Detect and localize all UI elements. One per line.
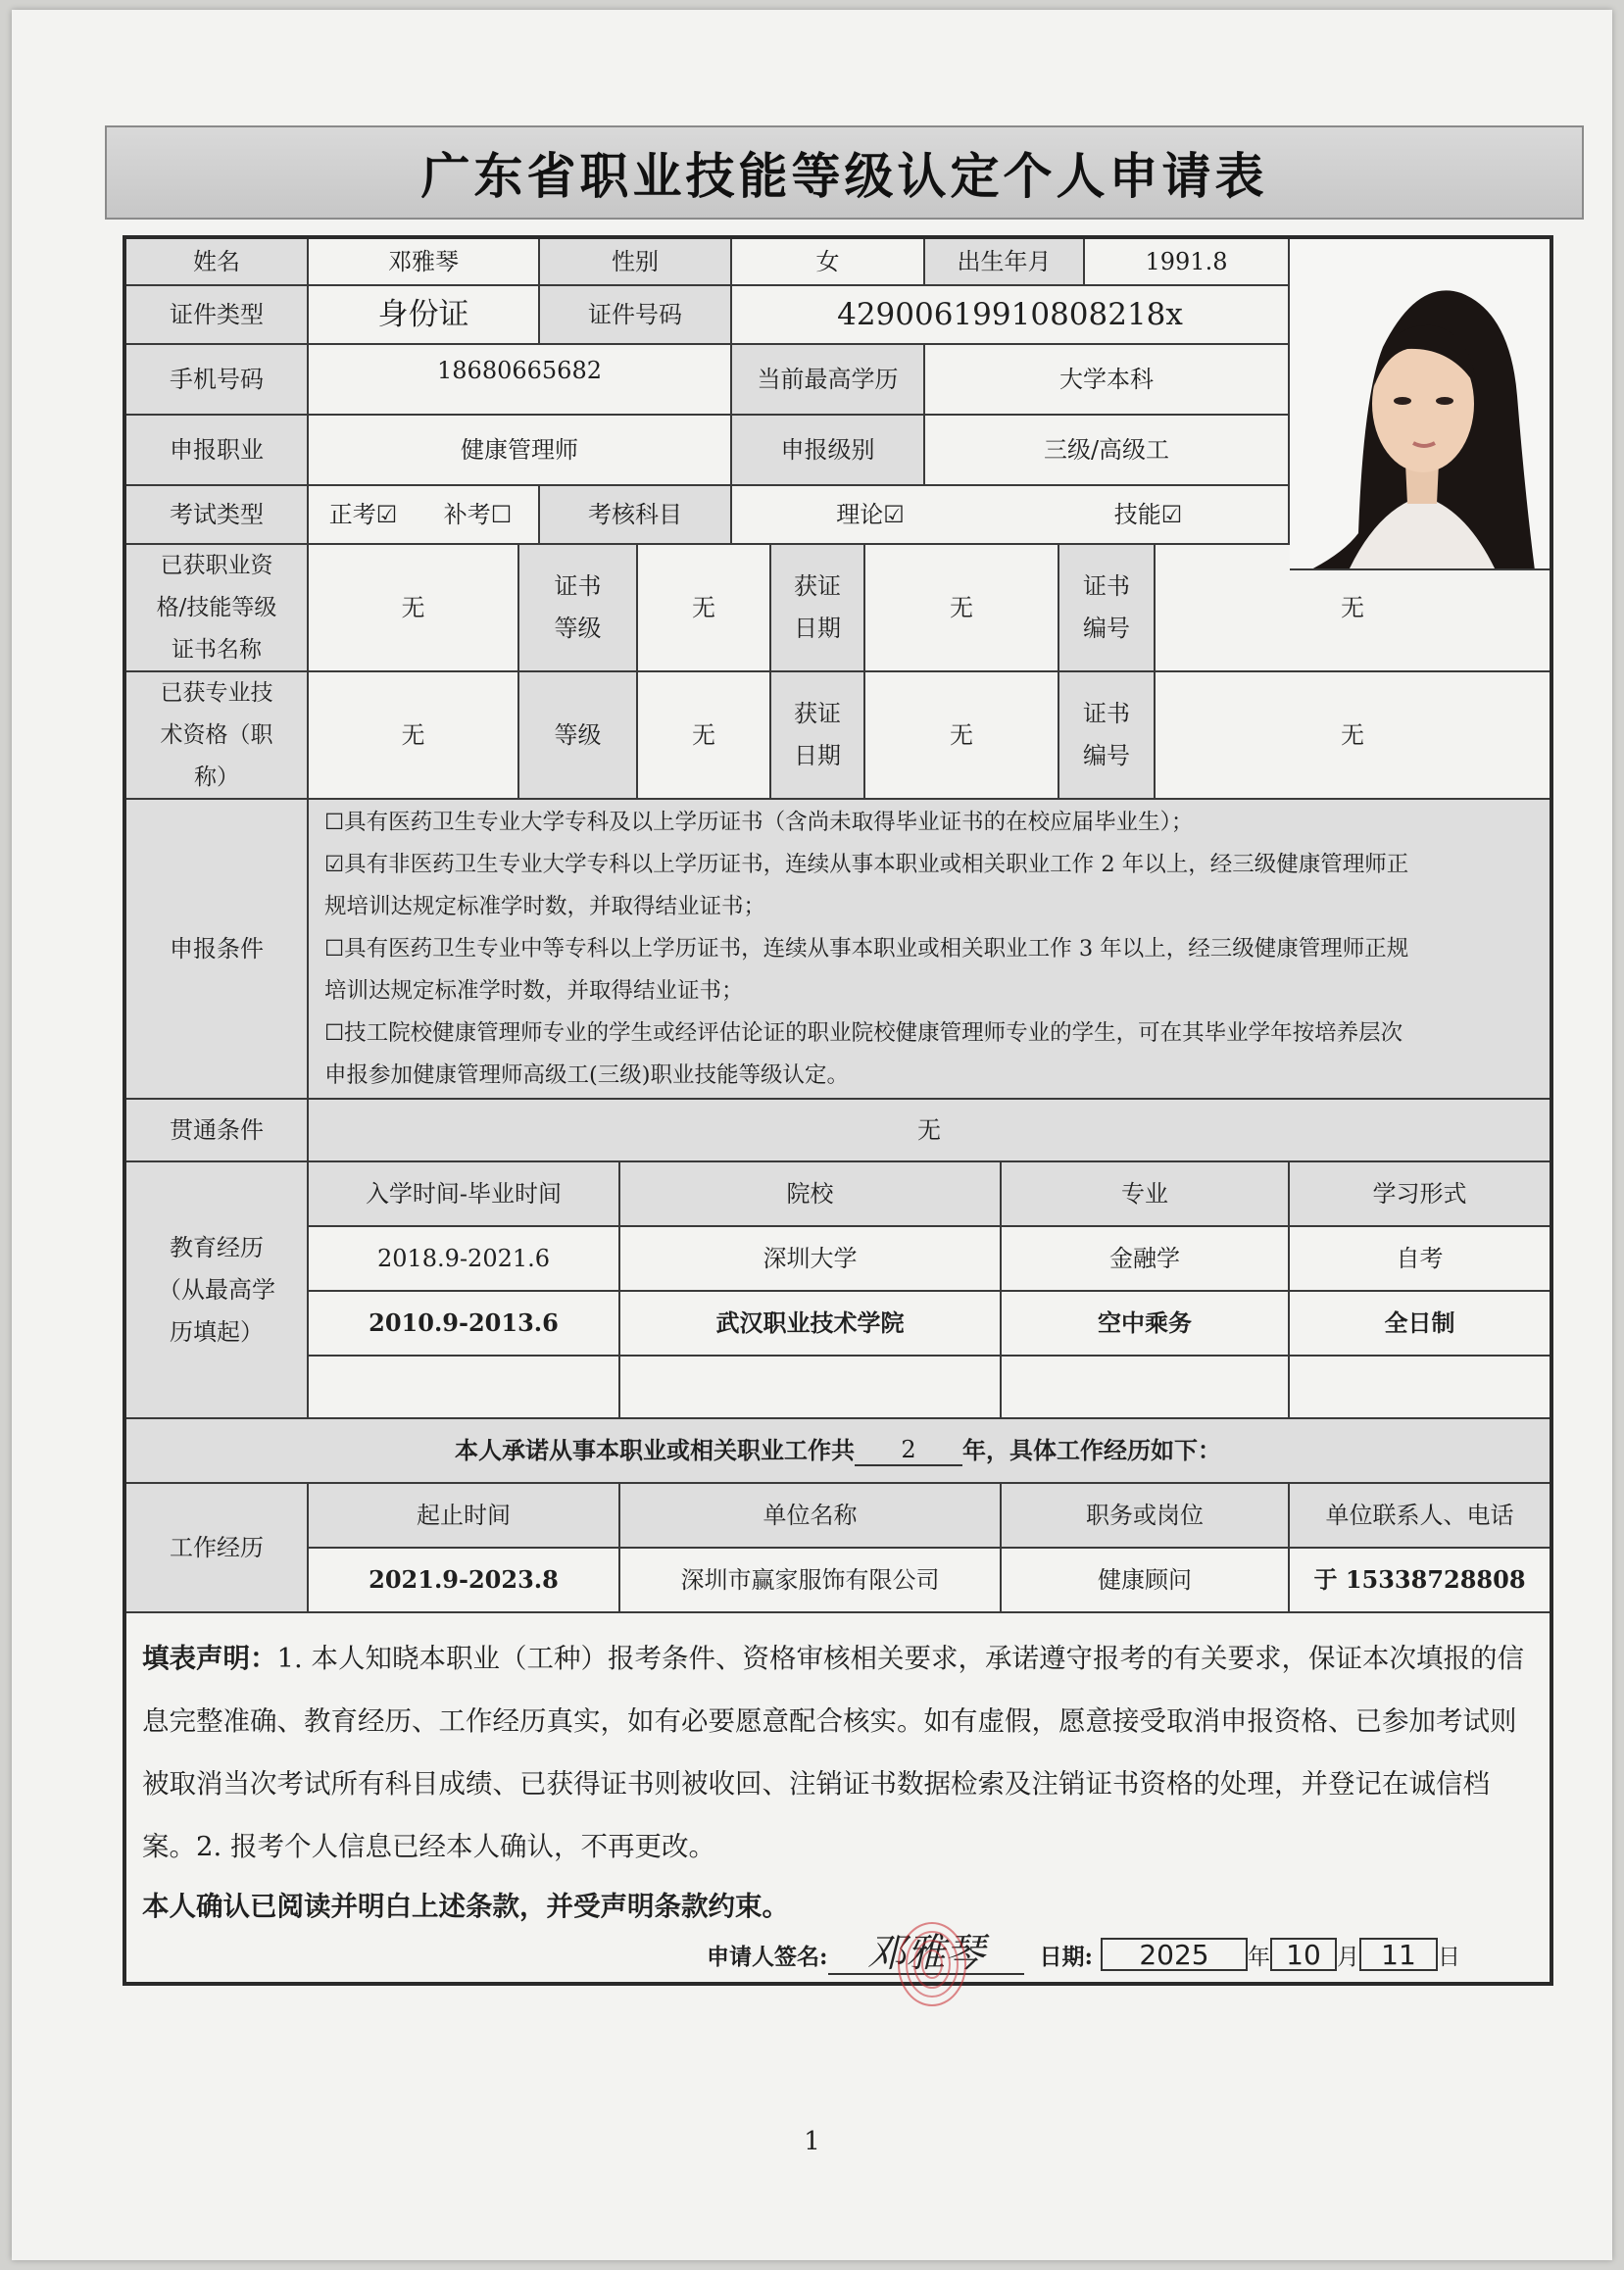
through-value: 无 <box>309 1100 1550 1162</box>
gender-value: 女 <box>732 239 925 286</box>
education-label <box>126 1162 309 1419</box>
qualification-label-text: 已获职业资格/技能等级证书名称 <box>156 552 277 663</box>
edu-header-major: 专业 <box>1002 1162 1290 1227</box>
subject-label: 考核科目 <box>540 486 732 545</box>
id-no-value: 42900619910808218x <box>732 286 1290 345</box>
edu-row3-major <box>1002 1357 1290 1419</box>
name-value: 邓雅琴 <box>309 239 540 286</box>
edu-row3-school <box>620 1357 1002 1419</box>
signature-row <box>707 1931 1589 1976</box>
edu-row1-period: 2018.9-2021.6 <box>309 1227 620 1292</box>
title-qualification-label <box>126 672 309 800</box>
qualification-grade-label <box>519 545 638 672</box>
education-level-label: 当前最高学历 <box>732 345 925 416</box>
edu-row2-period: 2010.9-2013.6 <box>309 1292 620 1357</box>
condition-line: 培训达规定标准学时数，并取得结业证书； <box>324 978 744 1004</box>
month-unit: 月 <box>1337 1944 1359 1970</box>
condition-line: 申报参加健康管理师高级工(三级)职业技能等级认定。 <box>324 1062 850 1088</box>
education-level-value: 大学本科 <box>925 345 1290 416</box>
work-header-company: 单位名称 <box>620 1484 1002 1549</box>
promise-prefix: 本人承诺从事本职业或相关职业工作共 <box>455 1436 855 1464</box>
qualification-label <box>126 545 309 672</box>
condition-line: ☑具有非医药卫生专业大学专科以上学历证书，连续从事本职业或相关职业工作 2 年以上，经三级健康管理师正 <box>324 852 1409 877</box>
condition-line: 规培训达规定标准学时数，并取得结业证书； <box>324 894 766 919</box>
edu-row2-major: 空中乘务 <box>1002 1292 1290 1357</box>
work-row1-company: 深圳市赢家服饰有限公司 <box>620 1549 1002 1613</box>
edu-row2-school: 武汉职业技术学院 <box>620 1292 1002 1357</box>
title-no-label-text: 证书编号 <box>1083 700 1130 769</box>
exam-regular-checkbox[interactable]: 正考☑ <box>309 486 418 545</box>
page-number: 1 <box>804 2127 820 2156</box>
work-header-period: 起止时间 <box>309 1484 620 1549</box>
declaration-body: 1. 本人知晓本职业（工种）报考条件、资格审核相关要求，承诺遵守报考的有关要求，保证本次填报的信息完整准确、教育经历、工作经历真实，如有必要愿意配合核实。如有虚假，愿意接受取消申报资格、已参加考试则被取消当次考试所有科目成绩、已获得证书则被收回、注销证书数据检索及注销证书资格的处理，并登记在诚信档案。2. 报考个人信息已经本人确认，不再更改。 <box>142 1643 1524 1862</box>
qualification-grade-value: 无 <box>638 545 771 672</box>
title-no-value: 无 <box>1156 672 1550 800</box>
fingerprint-icon <box>893 1920 971 2008</box>
occupation-value: 健康管理师 <box>309 416 732 486</box>
signature-name: 邓雅琴 <box>828 1934 1024 1975</box>
year-box: 2025 <box>1101 1938 1248 1971</box>
id-no-label: 证件号码 <box>540 286 732 345</box>
qualification-date-label-text: 获证日期 <box>794 572 841 642</box>
exam-makeup-checkbox[interactable]: 补考☐ <box>418 486 540 545</box>
declaration-confirm: 本人确认已阅读并明白上述条款，并受声明条款约束。 <box>142 1891 789 1922</box>
date-label: 日期: <box>1039 1943 1093 1970</box>
qualification-date-label <box>771 545 865 672</box>
work-row1-contact: 于 15338728808 <box>1290 1549 1550 1613</box>
work-row1-position: 健康顾问 <box>1002 1549 1290 1613</box>
declaration <box>126 1617 1550 1922</box>
conditions-label: 申报条件 <box>126 800 309 1100</box>
title-qualification-value: 无 <box>309 672 519 800</box>
edu-row3-mode <box>1290 1357 1550 1419</box>
month-box: 10 <box>1270 1938 1337 1971</box>
portrait-image <box>1290 239 1550 570</box>
qualification-no-label <box>1059 545 1156 672</box>
theory-checkbox[interactable]: 理论☑ <box>732 486 1009 545</box>
qualification-grade-label-text: 证书等级 <box>554 572 602 642</box>
promise-suffix: 年，具体工作经历如下： <box>962 1436 1221 1464</box>
birth-label: 出生年月 <box>925 239 1085 286</box>
title-date-label-text: 获证日期 <box>794 700 841 769</box>
day-box: 11 <box>1359 1938 1438 1971</box>
condition-line: ☐具有医药卫生专业中等专科以上学历证书，连续从事本职业或相关职业工作 3 年以上，经三级健康管理师正规 <box>324 936 1409 962</box>
education-label-text: 教育经历（从最高学历填起） <box>158 1233 275 1346</box>
signature-label: 申请人签名: <box>707 1943 828 1970</box>
year-unit: 年 <box>1248 1944 1270 1970</box>
promise-years: 2 <box>855 1435 962 1466</box>
name-label: 姓名 <box>126 239 309 286</box>
level-label: 申报级别 <box>732 416 925 486</box>
edu-row1-mode: 自考 <box>1290 1227 1550 1292</box>
level-value: 三级/高级工 <box>925 416 1290 486</box>
work-header-contact: 单位联系人、电话 <box>1290 1484 1550 1549</box>
work-header-position: 职务或岗位 <box>1002 1484 1290 1549</box>
exam-type-label: 考试类型 <box>126 486 309 545</box>
condition-line: ☐具有医药卫生专业大学专科及以上学历证书（含尚未取得毕业证书的在校应届毕业生）； <box>324 810 1194 835</box>
occupation-label: 申报职业 <box>126 416 309 486</box>
qualification-no-value: 无 <box>1156 545 1550 672</box>
gender-label: 性别 <box>540 239 732 286</box>
title-date-label <box>771 672 865 800</box>
edu-row1-school: 深圳大学 <box>620 1227 1002 1292</box>
edu-row2-mode: 全日制 <box>1290 1292 1550 1357</box>
edu-header-period: 入学时间-毕业时间 <box>309 1162 620 1227</box>
birth-value: 1991.8 <box>1085 239 1290 286</box>
applicant-photo <box>1290 239 1550 570</box>
id-type-value: 身份证 <box>309 286 540 345</box>
edu-header-mode: 学习形式 <box>1290 1162 1550 1227</box>
work-label: 工作经历 <box>126 1484 309 1613</box>
day-unit: 日 <box>1438 1944 1460 1970</box>
phone-value: 18680665682 <box>309 345 732 416</box>
skill-checkbox[interactable]: 技能☑ <box>1009 486 1290 545</box>
through-label: 贯通条件 <box>126 1100 309 1162</box>
condition-line: ☐技工院校健康管理师专业的学生或经评估论证的职业院校健康管理师专业的学生，可在其毕业学年按培养层次 <box>324 1020 1403 1046</box>
declaration-head: 填表声明： <box>142 1643 277 1674</box>
application-form <box>123 235 1553 1986</box>
form-title: 广东省职业技能等级认定个人申请表 <box>105 125 1584 220</box>
qualification-date-value: 无 <box>865 545 1059 672</box>
edu-row1-major: 金融学 <box>1002 1227 1290 1292</box>
conditions-list <box>309 800 1550 1100</box>
title-date-value: 无 <box>865 672 1059 800</box>
edu-row3-period <box>309 1357 620 1419</box>
document-sheet <box>12 10 1612 2260</box>
qualification-no-label-text: 证书编号 <box>1083 572 1130 642</box>
title-grade-value: 无 <box>638 672 771 800</box>
work-row1-period: 2021.9-2023.8 <box>309 1549 620 1613</box>
title-grade-label: 等级 <box>519 672 638 800</box>
edu-header-school: 院校 <box>620 1162 1002 1227</box>
qualification-value: 无 <box>309 545 519 672</box>
id-type-label: 证件类型 <box>126 286 309 345</box>
phone-label: 手机号码 <box>126 345 309 416</box>
work-promise <box>126 1419 1550 1484</box>
title-qualification-label-text: 已获专业技术资格（职称） <box>160 679 273 790</box>
title-no-label <box>1059 672 1156 800</box>
